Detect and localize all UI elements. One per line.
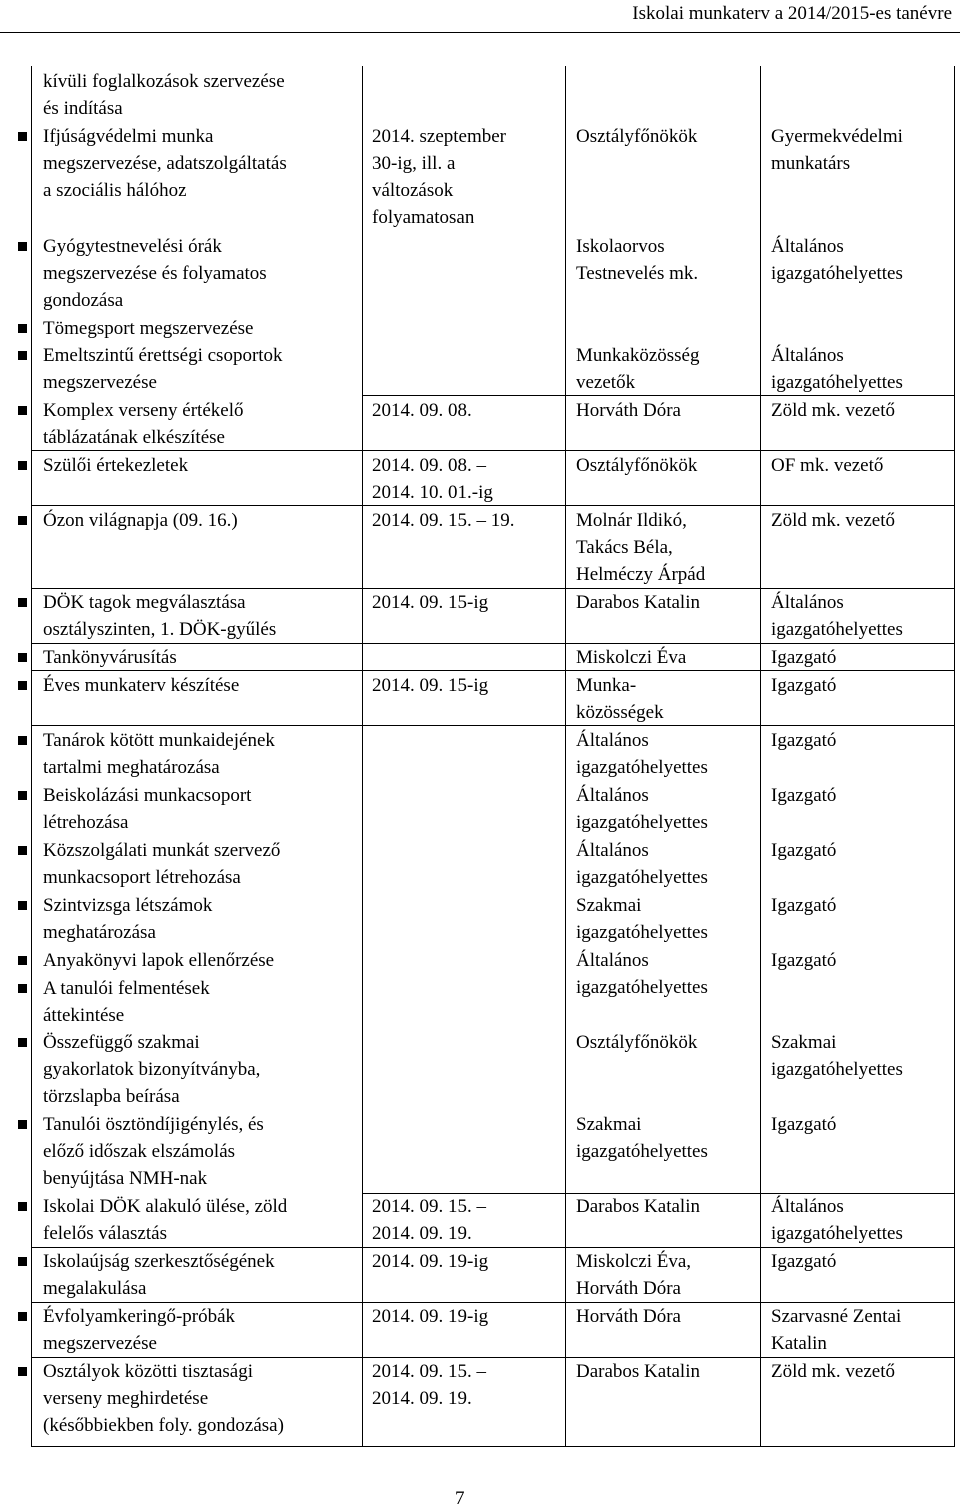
task-cell: Komplex verseny értékelő táblázatának elkészítése [43, 400, 244, 448]
task-cell: Beiskolázási munkacsoport létrehozása [43, 785, 252, 833]
responsible-cell: Munka- közösségek [576, 675, 664, 723]
supervisor-cell: Szarvasné Zentai Katalin [771, 1306, 902, 1354]
task-cell: Összefüggő szakmai gyakorlatok bizonyítványba, törzslapba beírása [43, 1032, 261, 1107]
responsible-cell: Darabos Katalin [576, 1196, 700, 1217]
bullet-icon [18, 1038, 27, 1047]
responsible-cell: Iskolaorvos Testnevelés mk. [576, 236, 699, 284]
page-header [0, 0, 960, 34]
bullet-icon [18, 1367, 27, 1376]
responsible-cell: Általános igazgatóhelyettes [576, 950, 708, 998]
bullet-icon [18, 598, 27, 607]
deadline-cell: 2014. 09. 08. [372, 400, 472, 421]
supervisor-cell: Igazgató [771, 1114, 837, 1135]
deadline-cell: 2014. szeptember 30-ig, ill. a változások folyamatosan [372, 126, 507, 228]
bullet-icon [18, 956, 27, 965]
header-rule [0, 32, 960, 33]
supervisor-cell: Általános igazgatóhelyettes [771, 345, 903, 393]
responsible-cell: Osztályfőnökök [576, 455, 698, 476]
supervisor-cell: Zöld mk. vezető [771, 510, 895, 531]
column-divider-responsible [565, 66, 566, 1447]
supervisor-cell: Zöld mk. vezető [771, 400, 895, 421]
responsible-cell: Molnár Ildikó, Takács Béla, Helméczy Árpád [576, 510, 706, 585]
supervisor-cell: Szakmai igazgatóhelyettes [771, 1032, 903, 1080]
deadline-cell: 2014. 09. 15. – 2014. 09. 19. [372, 1196, 486, 1244]
supervisor-cell: Igazgató [771, 785, 837, 806]
task-cell: Tankönyvárusítás [43, 647, 177, 668]
column-divider-supervisor [760, 66, 761, 1447]
bullet-icon [18, 324, 27, 333]
task-cell: Tanárok kötött munkaidejének tartalmi meghatározása [43, 730, 275, 778]
task-cell: Osztályok közötti tisztasági verseny meghirdetése (későbbiekben foly. gondozása) [43, 1361, 284, 1436]
bullet-icon [18, 791, 27, 800]
responsible-cell: Miskolczi Éva [576, 647, 687, 668]
row-separator [31, 725, 955, 726]
supervisor-cell: Általános igazgatóhelyettes [771, 236, 903, 284]
supervisor-cell: Zöld mk. vezető [771, 1361, 895, 1382]
supervisor-cell: Igazgató [771, 895, 837, 916]
deadline-cell: 2014. 09. 15. – 2014. 09. 19. [372, 1361, 486, 1409]
task-cell: DÖK tagok megválasztása osztályszinten, 1. DÖK-gyűlés [43, 592, 277, 640]
deadline-cell: 2014. 09. 19-ig [372, 1306, 489, 1327]
supervisor-cell: Igazgató [771, 840, 837, 861]
bullet-icon [18, 736, 27, 745]
bullet-icon [18, 653, 27, 662]
responsible-cell: Osztályfőnökök [576, 126, 698, 147]
responsible-cell: Horváth Dóra [576, 400, 681, 421]
task-cell: Évfolyamkeringő-próbák megszervezése [43, 1306, 236, 1354]
task-cell: Tanulói ösztöndíjigénylés, és előző időszak elszámolás benyújtása NMH-nak [43, 1114, 264, 1189]
supervisor-cell: Igazgató [771, 730, 837, 751]
responsible-cell: Munkaközösség vezetők [576, 345, 700, 393]
bullet-icon [18, 1257, 27, 1266]
task-cell: Tömegsport megszervezése [43, 318, 254, 339]
responsible-cell: Miskolczi Éva, Horváth Dóra [576, 1251, 692, 1299]
responsible-cell: Szakmai igazgatóhelyettes [576, 1114, 708, 1162]
bullet-icon [18, 901, 27, 910]
task-cell: Szintvizsga létszámok meghatározása [43, 895, 213, 943]
task-cell: Ifjúságvédelmi munka megszervezése, adatszolgáltatás a szociális hálóhoz [43, 126, 287, 201]
supervisor-cell: OF mk. vezető [771, 455, 884, 476]
responsible-cell: Általános igazgatóhelyettes [576, 840, 708, 888]
supervisor-cell: Igazgató [771, 950, 837, 971]
bullet-icon [18, 461, 27, 470]
supervisor-cell: Igazgató [771, 1251, 837, 1272]
bullet-icon [18, 681, 27, 690]
supervisor-cell: Általános igazgatóhelyettes [771, 592, 903, 640]
bullet-icon [18, 846, 27, 855]
task-cell: kívüli foglalkozások szervezése és indítása [43, 71, 285, 119]
task-cell: Szülői értekezletek [43, 455, 189, 476]
deadline-cell: 2014. 09. 15. – 19. [372, 510, 515, 531]
responsible-cell: Szakmai igazgatóhelyettes [576, 895, 708, 943]
task-cell: Iskolai DÖK alakuló ülése, zöld felelős választás [43, 1196, 288, 1244]
task-cell: Iskolaújság szerkesztőségének megalakulása [43, 1251, 275, 1299]
row-separator [31, 505, 955, 506]
responsible-cell: Általános igazgatóhelyettes [576, 785, 708, 833]
task-cell: Emeltszintű érettségi csoportok megszervezése [43, 345, 283, 393]
deadline-cell: 2014. 09. 15-ig [372, 592, 489, 613]
task-cell: Gyógytestnevelési órák megszervezése és folyamatos gondozása [43, 236, 267, 311]
task-cell: Anyakönyvi lapok ellenőrzése [43, 950, 275, 971]
responsible-cell: Darabos Katalin [576, 592, 700, 613]
bullet-icon [18, 1202, 27, 1211]
responsible-cell: Horváth Dóra [576, 1306, 681, 1327]
supervisor-cell: Gyermekvédelmi munkatárs [771, 126, 903, 174]
bullet-icon [18, 984, 27, 993]
task-cell: Éves munkaterv készítése [43, 675, 240, 696]
bullet-icon [18, 1312, 27, 1321]
supervisor-cell: Igazgató [771, 647, 837, 668]
page-number: 7 [455, 1488, 465, 1509]
bullet-icon [18, 1120, 27, 1129]
task-cell: A tanulói felmentések áttekintése [43, 978, 210, 1026]
deadline-cell: 2014. 09. 15-ig [372, 675, 489, 696]
responsible-cell: Általános igazgatóhelyettes [576, 730, 708, 778]
task-cell: Ózon világnapja (09. 16.) [43, 510, 238, 531]
supervisor-cell: Általános igazgatóhelyettes [771, 1196, 903, 1244]
bullet-icon [18, 351, 27, 360]
column-divider-deadline [362, 66, 363, 1447]
task-cell: Közszolgálati munkát szervező munkacsoport létrehozása [43, 840, 281, 888]
bullet-icon [18, 406, 27, 415]
document-title: Iskolai munkaterv a 2014/2015-es tanévre [632, 3, 952, 24]
bullet-icon [18, 242, 27, 251]
responsible-cell: Osztályfőnökök [576, 1032, 698, 1053]
responsible-cell: Darabos Katalin [576, 1361, 700, 1382]
deadline-cell: 2014. 09. 19-ig [372, 1251, 489, 1272]
bullet-icon [18, 132, 27, 141]
deadline-cell: 2014. 09. 08. – 2014. 10. 01.-ig [372, 455, 493, 503]
bullet-icon [18, 516, 27, 525]
supervisor-cell: Igazgató [771, 675, 837, 696]
